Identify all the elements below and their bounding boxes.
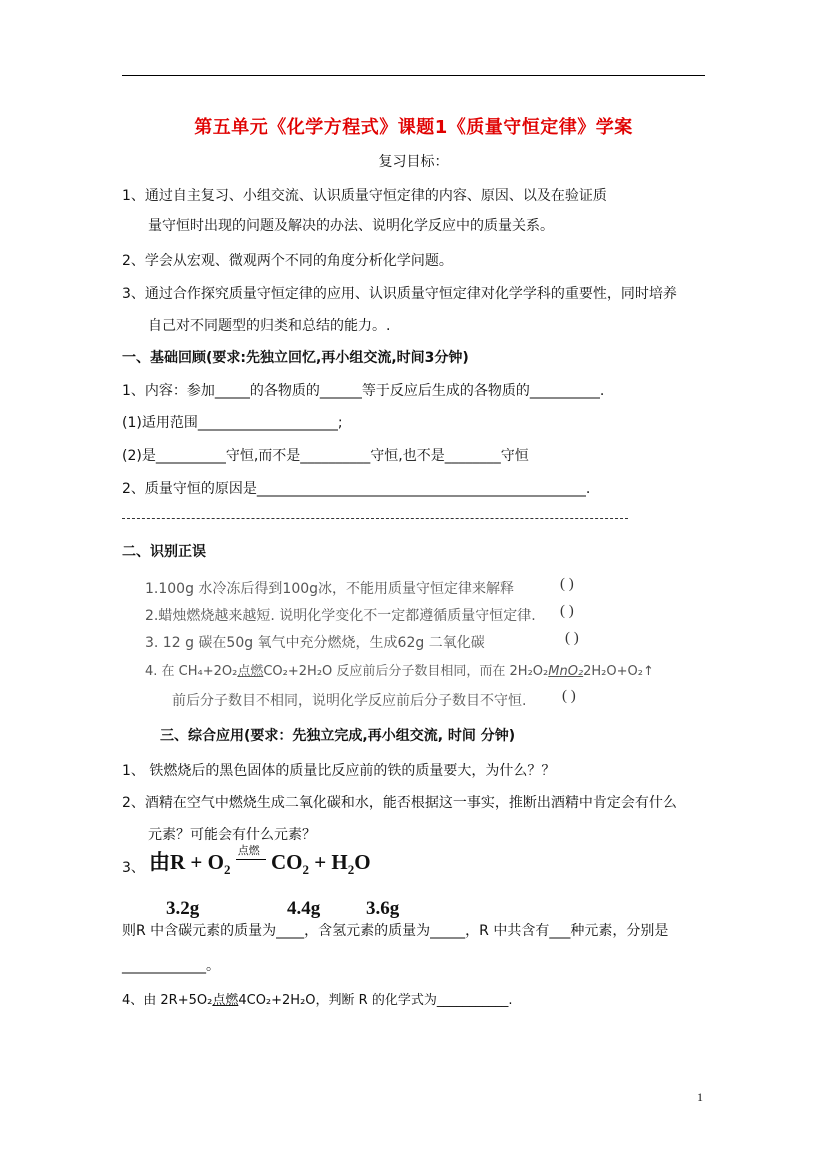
tf-paren-2: ( ) bbox=[560, 603, 574, 619]
s1-line-4: 2、质量守恒的原因是_______________________________________________. bbox=[122, 481, 591, 497]
q3-o: O bbox=[354, 850, 371, 874]
q3-plus: + H bbox=[314, 850, 348, 874]
tf-item-2: 2.蜡烛燃烧越来越短. 说明化学变化不一定都遵循质量守恒定律. bbox=[145, 608, 536, 624]
page-title: 第五单元《化学方程式》课题1《质量守恒定律》学案 bbox=[194, 117, 633, 138]
q2-line2: 元素？可能会有什么元素？ bbox=[148, 827, 316, 843]
tf-item-3: 3. 12 g 碳在50g 氧气中充分燃烧，生成62g 二氧化碳 bbox=[145, 635, 485, 651]
header-rule bbox=[122, 75, 705, 76]
q1: 1、 铁燃烧后的黑色固体的质量比反应前的铁的质量要大，为什么？？ bbox=[122, 763, 556, 779]
s1-line-2: (1)适用范围____________________; bbox=[122, 415, 343, 431]
answer-dashed-line bbox=[122, 518, 628, 519]
objective-3b: 自己对不同题型的归类和总结的能力。. bbox=[148, 318, 391, 334]
q3-arrow bbox=[236, 844, 266, 874]
q3-prod1: CO bbox=[270, 850, 303, 874]
tf-paren-3: ( ) bbox=[565, 630, 579, 646]
q4 bbox=[122, 989, 512, 1008]
tf-item4-mid: CO₂+2H₂O 反应前后分子数目相同，而在 2H₂O₂ bbox=[263, 664, 549, 679]
tf-item-4-line2: 前后分子数目不相同，说明化学反应前后分子数目不守恒. bbox=[172, 693, 527, 709]
q4-rest: 4CO₂+2H₂O，判断 R 的化学式为___________. bbox=[238, 993, 513, 1008]
q4-prefix: 4、由 2R+5O₂ bbox=[122, 993, 213, 1008]
q3-question-line1: 则R 中含碳元素的质量为____，含氢元素的质量为_____，R 中共含有___种元素，分别是 bbox=[122, 923, 669, 939]
review-heading: 复习目标： bbox=[378, 154, 449, 170]
tf-item4-end: 2H₂O+O₂↑ bbox=[583, 664, 654, 679]
tf-paren-4: ( ) bbox=[562, 688, 576, 704]
tf-item-1: 1.100g 水冷冻后得到100g冰，不能用质量守恒定律来解释 bbox=[145, 581, 515, 597]
section1-heading: 一、基础回顾(要求:先独立回忆,再小组交流,时间3分钟) bbox=[122, 350, 469, 366]
q3-mass-r: 3.2g bbox=[166, 898, 200, 919]
objective-1b: 量守恒时出现的问题及解决的办法、说明化学反应中的质量关系。 bbox=[148, 218, 554, 234]
s1-line-3: (2)是__________守恒,而不是__________守恒,也不是________守恒 bbox=[122, 448, 529, 464]
tf-item4-catalyst: MnO₂ bbox=[548, 664, 584, 679]
s1-line-1: 1、内容：参加_____的各物质的______等于反应后生成的各物质的__________. bbox=[122, 383, 605, 399]
q3-lead: 由R + O bbox=[149, 850, 224, 874]
q3-sub1: 2 bbox=[223, 862, 231, 878]
q3-sub3: 2 bbox=[347, 862, 355, 878]
section2-heading: 二、识别正误 bbox=[122, 544, 206, 560]
section3-heading: 三、综合应用(要求：先独立完成,再小组交流, 时间 分钟) bbox=[160, 728, 516, 744]
page-number: 1 bbox=[697, 1090, 703, 1104]
q3-number: 3、 bbox=[122, 860, 145, 876]
q3-equation bbox=[149, 846, 371, 878]
q2-line1: 2、酒精在空气中燃烧生成二氧化碳和水，能否根据这一事实，推断出酒精中肯定会有什么 bbox=[122, 795, 677, 811]
q3-condition: 点燃 bbox=[237, 844, 260, 858]
tf-item4-condition: 点燃 bbox=[237, 664, 264, 679]
q3-arrow-line bbox=[236, 859, 266, 860]
q4-condition: 点燃 bbox=[212, 993, 239, 1008]
tf-item-4 bbox=[145, 660, 654, 679]
objective-2: 2、学会从宏观、微观两个不同的角度分析化学问题。 bbox=[122, 253, 453, 269]
tf-paren-1: ( ) bbox=[560, 576, 574, 592]
tf-item4-prefix: 4. 在 CH₄+2O₂ bbox=[145, 664, 238, 679]
objective-3a: 3、通过合作探究质量守恒定律的应用、认识质量守恒定律对化学学科的重要性，同时培养 bbox=[122, 286, 677, 302]
objective-1a: 1、通过自主复习、小组交流、认识质量守恒定律的内容、原因、以及在验证质 bbox=[122, 188, 607, 204]
q3-mass-h2o: 3.6g bbox=[366, 898, 400, 919]
q3-mass-co2: 4.4g bbox=[287, 898, 321, 919]
q3-sub2: 2 bbox=[302, 862, 309, 878]
q3-question-line2: ____________。 bbox=[122, 958, 220, 974]
